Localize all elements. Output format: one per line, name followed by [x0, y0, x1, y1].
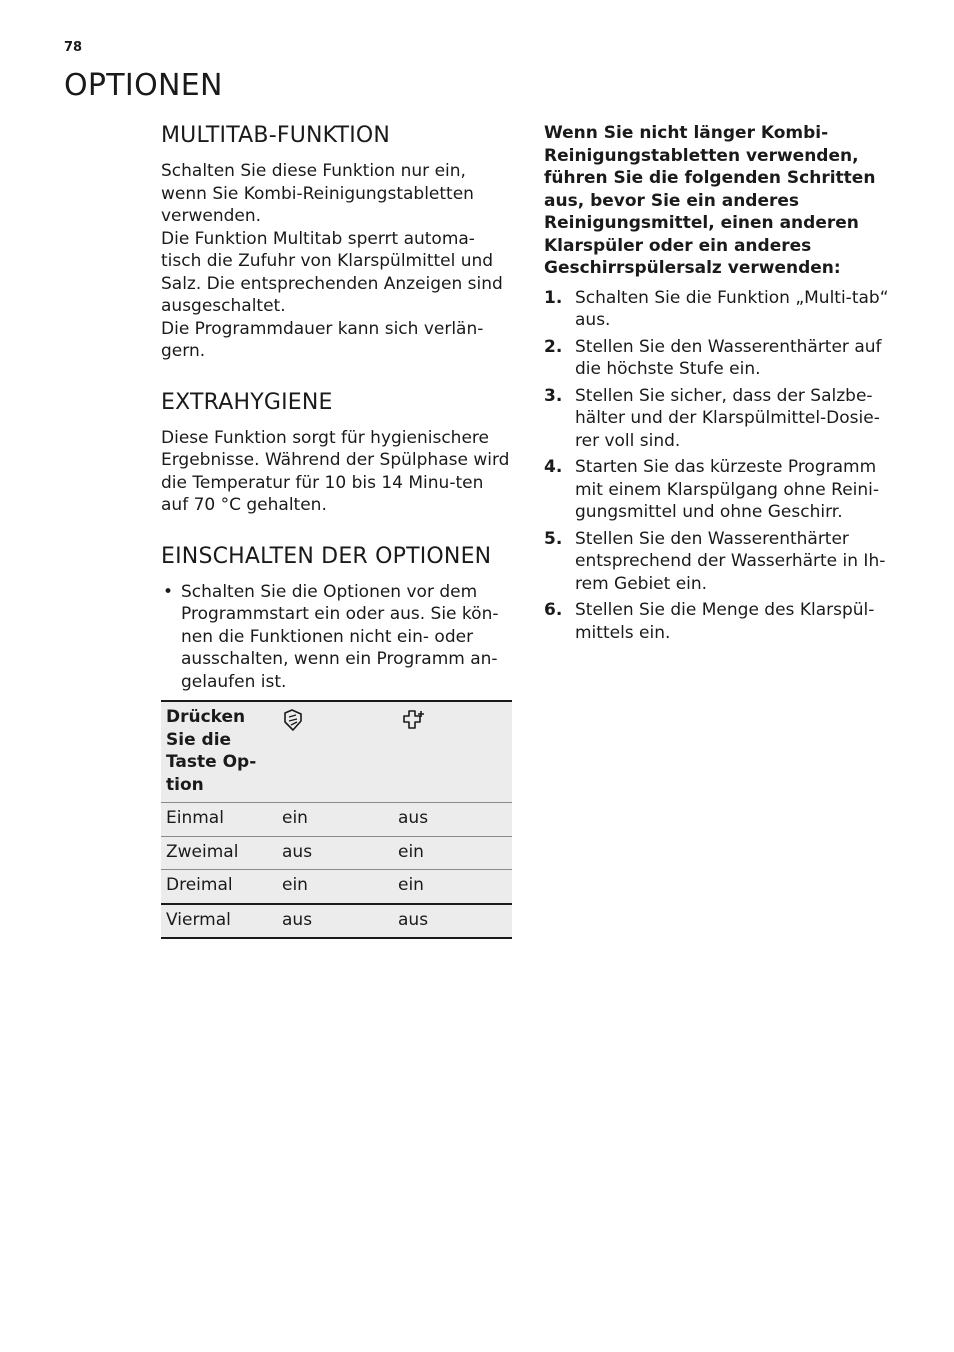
step-item: [544, 456, 896, 524]
step-number: 6.: [544, 600, 563, 620]
table-header-row: [161, 701, 512, 803]
step-text: Stellen Sie die Menge des Klarspül-mittels ein.: [575, 600, 875, 643]
table-header-extrahygiene: [393, 701, 512, 803]
step-text: Starten Sie das kürzeste Programm mit einem Klarspülgang ohne Reini-gungsmittel und ohne Geschirr.: [575, 457, 880, 522]
step-text: Stellen Sie den Wasserenthärter auf die höchste Stufe ein.: [575, 336, 882, 379]
step-number: 3.: [544, 385, 563, 406]
step-text: Schalten Sie die Funktion „Multi-tab“ aus.: [575, 287, 889, 330]
step-item: [544, 528, 896, 596]
step-item: [544, 599, 896, 644]
row-label: Zweimal: [166, 841, 239, 862]
multitab-paragraph-2: Die Funktion Multitab sperrt automa-tisch die Zufuhr von Klarspülmittel und Salz. Die entsprechenden Anzeigen sind ausgeschaltet.: [161, 228, 503, 316]
row-extrahygiene-value: aus: [398, 909, 429, 930]
multitab-paragraph-3: Die Programmdauer kann sich verlän-gern.: [161, 318, 484, 361]
row-extrahygiene-value: ein: [398, 875, 424, 895]
step-text: Stellen Sie den Wasserenthärter entsprechend der Wasserhärte in Ih-rem Gebiet ein.: [575, 528, 886, 594]
table-header-multitab: [277, 701, 393, 803]
table-row: [161, 803, 512, 837]
row-multitab-value: ein: [282, 808, 308, 828]
section-einschalten: [161, 543, 513, 940]
step-item: [544, 287, 896, 332]
step-number: 2.: [544, 336, 563, 357]
row-multitab-value: ein: [282, 875, 308, 895]
step-number: 1.: [544, 287, 563, 308]
table-row: [161, 904, 512, 939]
options-table: [161, 700, 512, 939]
row-multitab-value: aus: [282, 841, 313, 862]
page-title: OPTIONEN: [64, 68, 223, 103]
right-column: [544, 122, 896, 648]
row-label: Dreimal: [166, 875, 233, 895]
heading-extrahygiene: EXTRAHYGIENE: [161, 389, 333, 415]
step-number: 5.: [544, 528, 563, 549]
step-item: [544, 336, 896, 381]
table-row: [161, 836, 512, 870]
row-extrahygiene-value: aus: [398, 808, 429, 828]
step-number: 4.: [544, 457, 563, 477]
left-column: [161, 122, 513, 939]
extrahygiene-icon: [398, 708, 507, 732]
multitab-icon: [282, 708, 388, 732]
row-label: Einmal: [166, 808, 224, 828]
row-multitab-value: aus: [282, 909, 313, 930]
step-text: Stellen Sie sicher, dass der Salzbe-hälter und der Klarspülmittel-Dosie-rer voll sind.: [575, 385, 880, 451]
heading-multitab: MULTITAB-FUNKTION: [161, 123, 391, 148]
multitab-paragraph-1: Schalten Sie diese Funktion nur ein, wenn Sie Kombi-Reinigungstabletten verwenden.: [161, 161, 474, 226]
page-number: 78: [64, 40, 83, 55]
step-item: [544, 385, 896, 453]
section-extrahygiene: [161, 389, 513, 517]
multitab-text: [161, 160, 513, 363]
extrahygiene-paragraph: Diese Funktion sorgt für hygienischere Ergebnisse. Während der Spülphase wird die Temperatur für 10 bis 14 Minu-ten auf 70 °C gehalten.: [161, 427, 510, 515]
row-label: Viermal: [166, 909, 231, 930]
row-extrahygiene-value: ein: [398, 841, 424, 862]
heading-einschalten: EINSCHALTEN DER OPTIONEN: [161, 543, 492, 569]
section-multitab: [161, 122, 513, 363]
right-intro: Wenn Sie nicht länger Kombi-Reinigungstabletten verwenden, führen Sie die folgenden Schritten aus, bevor Sie ein anderes Reinigungsmittel, einen anderen Klarspüler oder ein anderes Geschirrspülersalz verwenden:: [544, 123, 876, 278]
steps-list: [544, 287, 896, 645]
einschalten-bullets: [161, 581, 513, 694]
table-header-label: Drücken Sie die Taste Op-tion: [166, 707, 257, 795]
einschalten-bullet: • Schalten Sie die Optionen vor dem Programmstart ein oder aus. Sie kön-nen die Funktionen nicht ein- oder ausschalten, wenn ein Programm an-gelaufen ist.: [161, 581, 513, 694]
table-row: [161, 870, 512, 904]
